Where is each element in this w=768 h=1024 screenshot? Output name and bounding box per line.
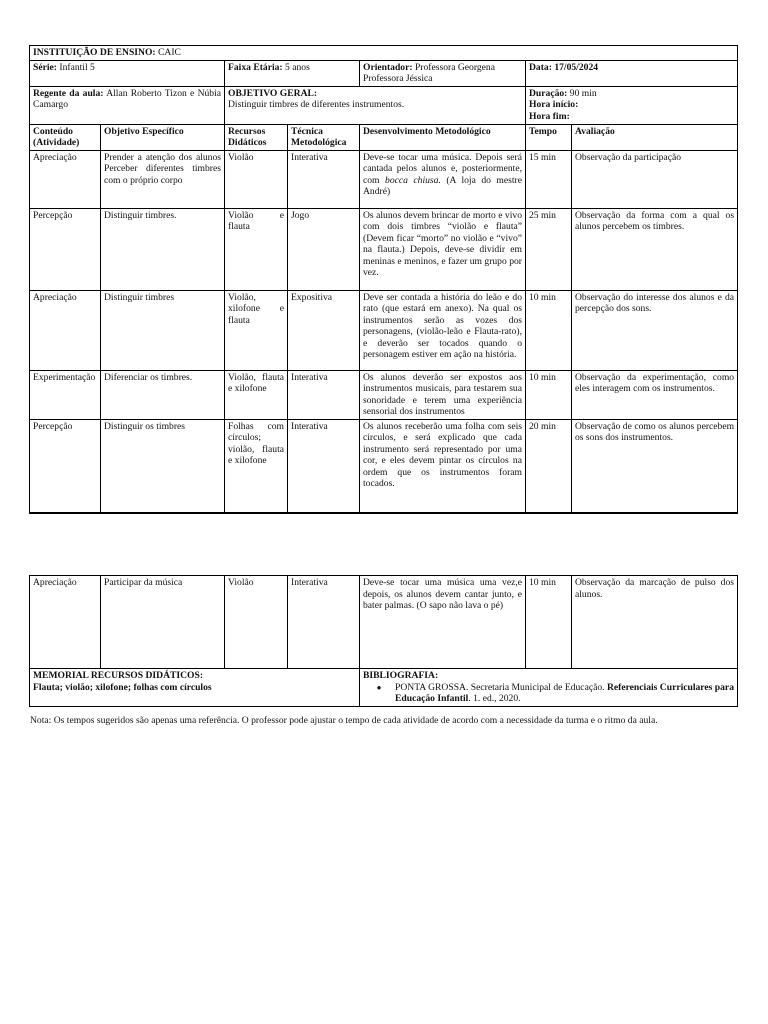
serie-cell: Série: Infantil 5	[30, 60, 225, 86]
cell-objetivo: Prender a atenção dos alunos Perceber diferentes timbres com o próprio corpo	[101, 150, 225, 208]
cell-avaliacao: Observação do interesse dos alunos e da percepção dos sons.	[572, 290, 738, 370]
table-row	[30, 150, 738, 208]
cell-recursos: Violão e flauta	[225, 208, 288, 290]
cell-tecnica: Interativa	[288, 576, 360, 669]
cell-recursos: Violão, xilofone e flauta	[225, 290, 288, 370]
col-header: Recursos Didáticos	[225, 124, 288, 150]
col-header: Desenvolvimento Metodológico	[360, 124, 526, 150]
lesson-plan-table	[29, 45, 738, 514]
cell-conteudo: Percepção	[30, 419, 101, 513]
table-row	[30, 290, 738, 370]
cell-tecnica: Interativa	[288, 370, 360, 419]
cell-tecnica: Interativa	[288, 150, 360, 208]
col-header: Objetivo Específico	[101, 124, 225, 150]
column-header-row	[30, 124, 738, 150]
regente-cell: Regente da aula: Allan Roberto Tizon e Núbia Camargo	[30, 86, 225, 124]
cell-conteudo: Percepção	[30, 208, 101, 290]
cell-avaliacao: Observação da participação	[572, 150, 738, 208]
cell-desenvolvimento: Os alunos devem brincar de morto e vivo com dois timbres “violão e flauta” (Devem ficar “morto” no violão e “vivo” na flauta.) Depois, deve-se dividir em meninas e meninos, e fazer um grupo por vez.	[360, 208, 526, 290]
footnote: Nota: Os tempos sugeridos são apenas uma referência. O professor pode ajustar o tempo de cada atividade de acordo com a necessidade da turma e o ritmo da aula.	[30, 715, 658, 726]
col-header: Técnica Metodológica	[288, 124, 360, 150]
cell-avaliacao: Observação da experimentação, como eles interagem com os instrumentos.	[572, 370, 738, 419]
cell-conteudo: Apreciação	[30, 150, 101, 208]
institution-cell: INSTITUIÇÃO DE ENSINO: CAIC	[30, 46, 738, 61]
cell-avaliacao: Observação de como os alunos percebem os sons dos instrumentos.	[572, 419, 738, 513]
cell-avaliacao: Observação da marcação de pulso dos alunos.	[572, 576, 738, 669]
table-row	[30, 419, 738, 513]
cell-objetivo: Distinguir os timbres	[101, 419, 225, 513]
col-header: Tempo	[526, 124, 572, 150]
cell-objetivo: Diferenciar os timbres.	[101, 370, 225, 419]
cell-desenvolvimento: Deve-se tocar uma música uma vez,e depois, os alunos devem cantar junto, e bater palmas. (O sapo não lava o pé)	[360, 576, 526, 669]
table-row	[30, 208, 738, 290]
table-row	[30, 370, 738, 419]
cell-conteudo: Apreciação	[30, 290, 101, 370]
bibliography-item: ● PONTA GROSSA. Secretaria Municipal de Educação. Referenciais Curriculares para Educação Infantil. 1. ed., 2020.	[363, 682, 734, 705]
bullet-icon: ●	[376, 682, 382, 692]
cell-desenvolvimento: Os alunos deverão ser expostos aos instrumentos musicais, para testarem sua sonoridade e terem uma experiência sensorial dos instrumentos	[360, 370, 526, 419]
cell-tempo: 10 min	[526, 576, 572, 669]
cell-tempo: 15 min	[526, 150, 572, 208]
objetivo-geral-cell: OBJETIVO GERAL: Distinguir timbres de diferentes instrumentos.	[225, 86, 526, 124]
cell-objetivo: Participar da música	[101, 576, 225, 669]
cell-recursos: Violão, flauta e xilofone	[225, 370, 288, 419]
cell-tecnica: Interativa	[288, 419, 360, 513]
cell-desenvolvimento: Deve ser contada a história do leão e do rato (que estará em anexo). Na qual os instrumentos serão as vozes dos personagens, (violão-leão e Flauta-rato), e deverão ser tocados quando o personagem estiver em ação na história.	[360, 290, 526, 370]
cell-desenvolvimento: Deve-se tocar uma música. Depois será cantada pelos alunos e, posteriormente, com bocca chiusa. (A loja do mestre André)	[360, 150, 526, 208]
col-header: Avaliação	[572, 124, 738, 150]
cell-conteudo: Apreciação	[30, 576, 101, 669]
duration-cell: Duração: 90 min Hora início: Hora fim:	[526, 86, 738, 124]
cell-recursos: Violão	[225, 150, 288, 208]
cell-tempo: 10 min	[526, 370, 572, 419]
cell-tempo: 10 min	[526, 290, 572, 370]
cell-recursos: Violão	[225, 576, 288, 669]
cell-objetivo: Distinguir timbres.	[101, 208, 225, 290]
cell-avaliacao: Observação da forma com a qual os alunos percebem os timbres.	[572, 208, 738, 290]
cell-tecnica: Expositiva	[288, 290, 360, 370]
cell-objetivo: Distinguir timbres	[101, 290, 225, 370]
cell-desenvolvimento: Os alunos receberão uma folha com seis círculos, e será explicado que cada instrumento será representado por uma cor, e eles devem pintar os círculos na ordem que os instrumentos foram tocados.	[360, 419, 526, 513]
table-row	[30, 576, 738, 669]
cell-recursos: Folhas com círculos; violão, flauta e xilofone	[225, 419, 288, 513]
cell-tecnica: Jogo	[288, 208, 360, 290]
lesson-plan-table-continued	[29, 575, 738, 707]
cell-tempo: 20 min	[526, 419, 572, 513]
cell-conteudo: Experimentação	[30, 370, 101, 419]
date-cell: Data: 17/05/2024	[526, 60, 738, 86]
bibliografia-cell: BIBLIOGRAFIA: ● PONTA GROSSA. Secretaria Municipal de Educação. Referenciais Curriculares para Educação Infantil. 1. ed., 2020.	[360, 669, 738, 707]
memorial-cell: MEMORIAL RECURSOS DIDÁTICOS: Flauta; violão; xilofone; folhas com círculos	[30, 669, 360, 707]
col-header: Conteúdo (Atividade)	[30, 124, 101, 150]
faixa-etaria-cell: Faixa Etária: 5 anos	[225, 60, 360, 86]
orientador-cell: Orientador: Professora Georgena Professora Jéssica	[360, 60, 526, 86]
cell-tempo: 25 min	[526, 208, 572, 290]
